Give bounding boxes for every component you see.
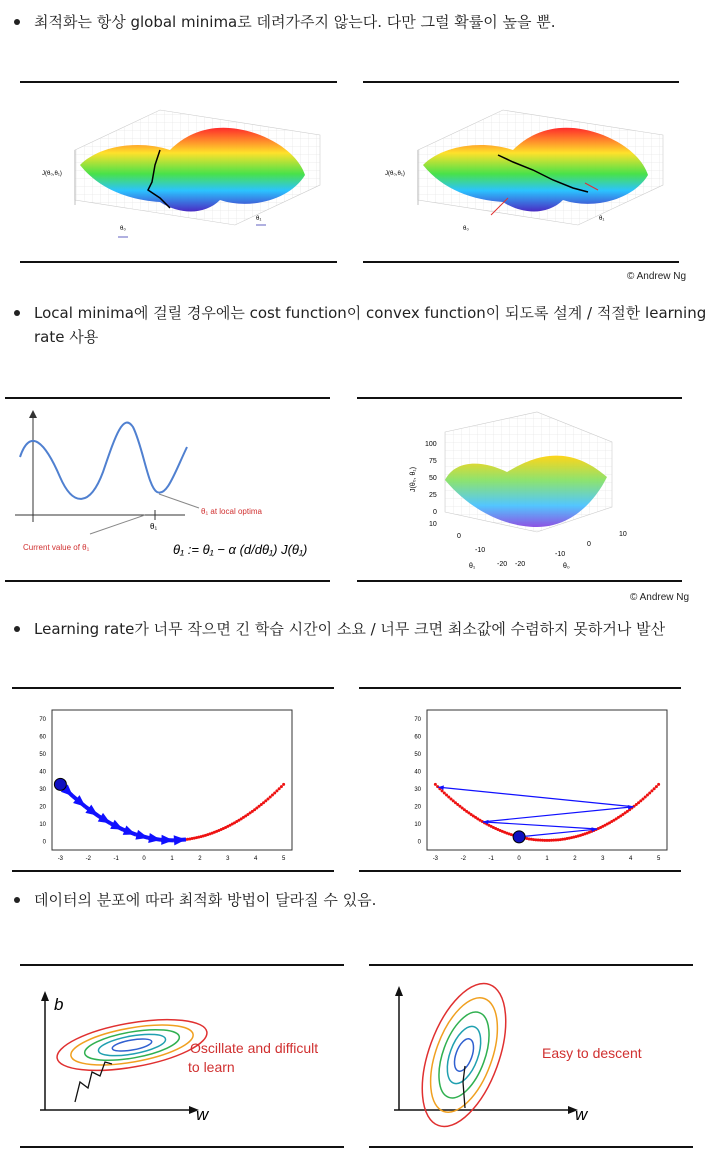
convex-surface-plot [410,412,627,570]
arrow-head [123,825,136,834]
w-axis-label: w [196,1105,209,1124]
x-tick-label: -3 [432,856,439,862]
figure-rule [12,870,334,872]
x-tick-label: 2 [198,856,202,862]
curve-point [644,796,647,799]
data-distribution-figure [20,970,695,1145]
x-tick-label: 2 [573,856,577,862]
y-tick-label: 0 [42,839,46,846]
bullet-text: Learning rate가 너무 작으면 긴 학습 시간이 소요 / 너무 크면 최소값에 수렴하지 못하거나 발산 [34,620,666,638]
y-tick-label: 30 [39,786,46,793]
oscillate-caption: Oscillate and difficult [190,1040,319,1056]
x-axis-label: θ₀ [120,226,126,232]
bullet-text: 데이터의 분포에 따라 최적화 방법이 달라질 수 있음. [34,891,377,909]
x-tick-label: 0 [517,856,521,862]
bullet-dot [14,897,20,903]
y-tick-label: 60 [414,734,421,741]
x-tick-label: 3 [601,856,605,862]
y-tick-label: 40 [414,769,421,776]
nonconvex-curve-plot [15,410,307,557]
easy-descent-caption: Easy to descent [542,1045,642,1061]
surface-plot-left [42,110,320,237]
circular-contour-plot [394,973,642,1138]
curve-point [650,789,653,792]
arrow-head [161,835,173,845]
y-axis-label: θ₁ [599,216,605,222]
x-tick-label: 4 [254,856,258,862]
z-tick: 0 [433,509,437,516]
elongated-contour-plot [40,991,318,1124]
surface-plot-right [385,110,663,232]
w-axis-label: w [575,1105,588,1124]
figure-rule [12,687,334,689]
figure-rule [357,580,682,582]
y-tick-label: 10 [39,821,46,828]
x-axis-label: θ₁ [469,563,476,570]
bullet-text-line2: rate 사용 [34,328,99,346]
figure-rule [363,261,679,263]
curve-point [434,783,437,786]
x-tick-label: 1 [170,856,174,862]
y-tick-label: 70 [39,716,46,723]
curve-point [280,785,283,788]
y-tick: 0 [587,541,591,548]
x-tick-label: -1 [488,856,494,862]
curve-point [657,783,660,786]
y-tick: -20 [515,561,526,568]
y-axis-label: θ₀ [563,563,570,570]
x-tick: -20 [497,561,508,568]
curve-point [653,787,656,790]
z-tick: 75 [429,458,437,465]
y-tick-label: 20 [39,804,46,811]
oscillate-caption-2: to learn [188,1059,235,1075]
x-tick-label: 5 [281,856,286,862]
x-tick-label: -2 [460,856,466,862]
figure-rule [5,580,330,582]
arrow-head [174,835,186,845]
bullet-text-line1: Local minima에 걸릴 경우에는 cost function이 convex function이 되도록 설계 / 적절한 learning [34,304,707,322]
figure-rule [5,397,330,399]
z-tick: 50 [429,475,437,482]
curve-point [646,794,649,797]
x-tick: 0 [457,533,461,540]
large-learning-rate-plot [414,710,667,862]
curve-point [273,791,276,794]
x-tick-label: -1 [113,856,119,862]
figure-rule [20,81,337,83]
credit-text: © Andrew Ng [627,271,687,282]
y-tick-label: 50 [414,751,421,758]
gradient-step-arrow [438,787,633,807]
figure-rule [369,1146,693,1148]
y-tick-label: 0 [417,839,421,846]
curve-point [443,791,446,794]
y-tick-label: 60 [39,734,46,741]
curve-point [445,794,448,797]
local-optima-figure [5,402,685,578]
start-point-marker [513,831,525,843]
x-tick: 10 [429,521,437,528]
x-tick-label: -2 [85,856,91,862]
gradient-step-arrow [483,807,634,822]
z-axis-label: J(θ₀,θ₁) [42,171,62,177]
z-axis-label: J(θ₀,θ₁) [385,171,405,177]
curve-point [282,783,285,786]
curve-point [271,794,274,797]
figure-rule [363,81,679,83]
x-tick-label: 0 [142,856,146,862]
plot-frame [52,710,292,850]
x-tick-label: 1 [545,856,549,862]
credit-text: © Andrew Ng [630,592,690,603]
x-tick-label: 5 [656,856,661,862]
y-tick-label: 70 [414,716,421,723]
figure-rule [359,870,681,872]
figure-rule [20,261,337,263]
y-tick-label: 50 [39,751,46,758]
update-formula: θ₁ := θ₁ − α (d/dθ₁) J(θ₁) [173,542,308,557]
bullet-text: 최적화는 항상 global minima로 데려가주지 않는다. 다만 그럴 확률이 높을 뿐. [34,13,556,31]
y-tick-label: 40 [39,769,46,776]
z-tick: 25 [429,492,437,499]
y-tick: -10 [555,551,566,558]
figure-rule [357,397,682,399]
figure-rule [20,964,344,966]
bullet-dot [14,310,20,316]
x-axis-label: θ₀ [463,226,469,232]
y-tick-label: 20 [414,804,421,811]
plot-frame [427,710,667,850]
start-point-marker [54,778,66,790]
curve-point [278,787,281,790]
x-tick-label: -3 [57,856,64,862]
b-axis-label: b [54,995,64,1014]
x-tick-label: 3 [226,856,230,862]
y-axis-label: θ₁ [256,216,262,222]
figure-rule [369,964,693,966]
curve-point [655,785,658,788]
curve-point [275,789,278,792]
curve-point [648,791,651,794]
small-learning-rate-plot [39,710,292,862]
y-tick-label: 30 [414,786,421,793]
theta-tick-label: θ₁ [150,522,158,531]
z-axis-label: J(θ₀, θ₁) [410,466,417,492]
gradient-step-arrow [483,822,597,829]
bullet-dot [14,626,20,632]
current-value-label: Current value of θ₁ [23,543,90,552]
y-tick: 10 [619,531,627,538]
z-tick: 100 [425,441,437,448]
figure-rule [20,1146,344,1148]
gradient-descent-surface-figure [20,90,680,260]
learning-rate-figure [12,695,682,870]
figure-rule [359,687,681,689]
local-optima-label: θ₁ at local optima [201,507,262,516]
x-tick: -10 [475,547,486,554]
y-tick-label: 10 [414,821,421,828]
bullet-dot [14,19,20,25]
x-tick-label: 4 [629,856,633,862]
curve-point [269,796,272,799]
cost-curve [20,423,187,499]
